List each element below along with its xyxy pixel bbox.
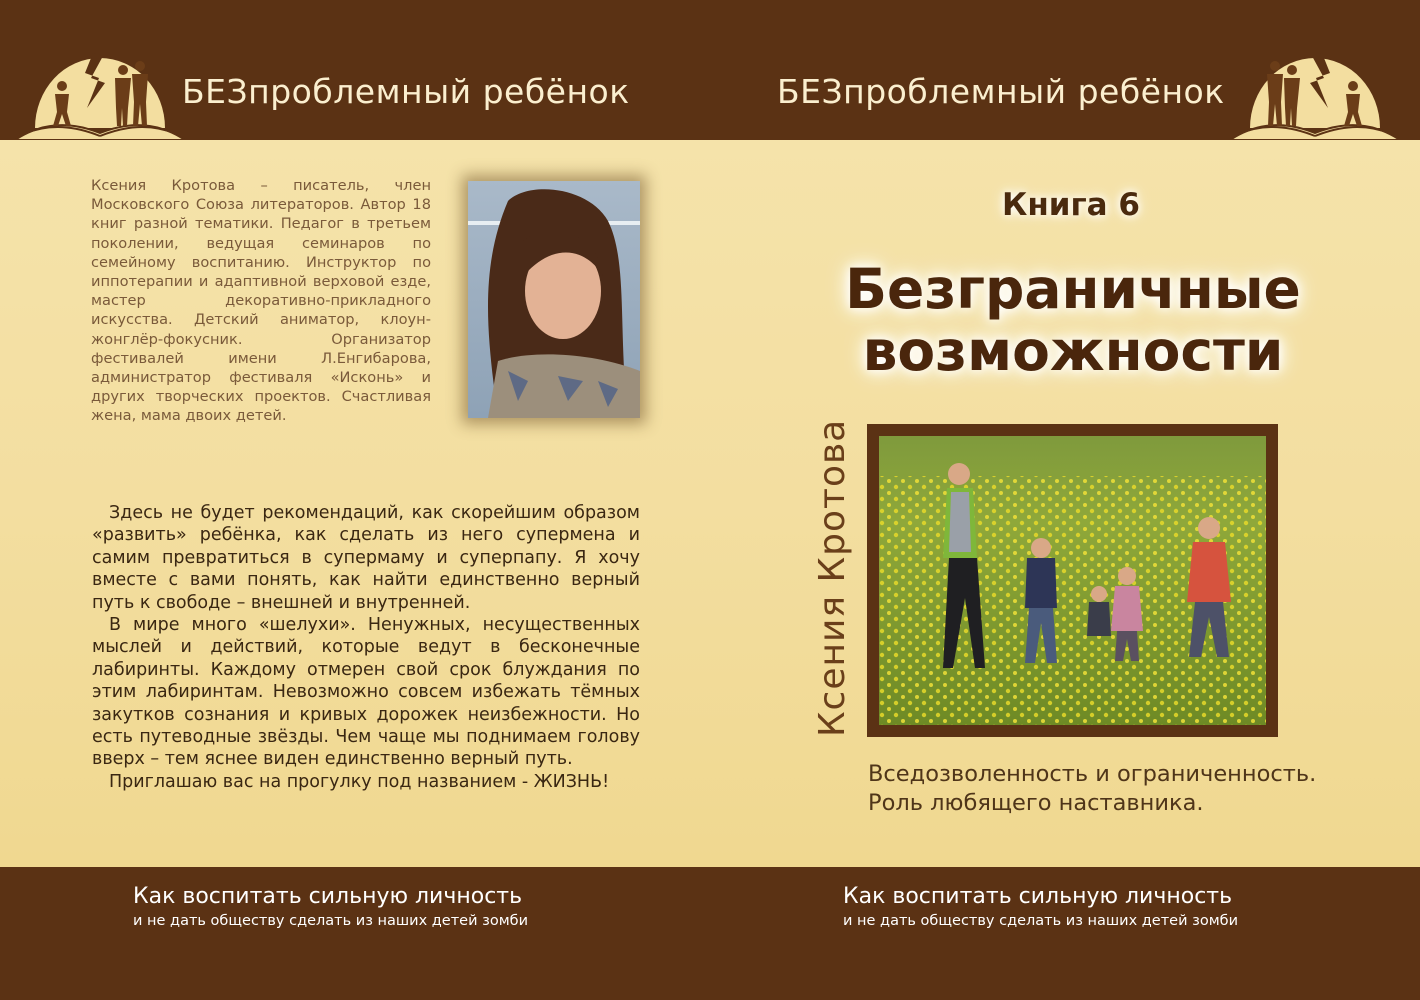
family-logo-icon (15, 28, 185, 140)
tagline-main: Как воспитать сильную личность (843, 884, 1233, 909)
tagline-main: Как воспитать сильную личность (133, 884, 523, 909)
book-number: Книга 6 (1002, 187, 1140, 223)
series-title: БЕЗпроблемный ребёнок (182, 72, 630, 111)
author-photo (468, 181, 640, 418)
blurb-paragraph: Приглашаю вас на прогулку под названием - ЖИЗНЬ! (109, 771, 610, 792)
book-title (828, 258, 1318, 382)
back-cover-blurb (92, 502, 640, 793)
subtitle-line: Роль любящего наставника. (868, 790, 1204, 816)
cover-photo (867, 424, 1278, 737)
tagline-sub: и не дать обществу сделать из наших детей зомби (843, 913, 1238, 929)
book-title-line: возможности (862, 319, 1284, 383)
author-bio: Ксения Кротова – писатель, член Московского Союза литераторов. Автор 18 книг разной тематики. Педагог в третьем поколении, ведущая семинаров по семейному воспитанию. Инструктор по иппотерапии и адаптивной верховой езде, мастер декоративно-прикладного искусства. Детский аниматор, клоун-жонглёр-фокусник. Организатор фестивалей имени Л.Енгибарова, администратор фестиваля «Исконь» и других творческих проектов. Счастливая жена, мама двоих детей. (91, 177, 431, 425)
family-logo-icon (1230, 28, 1400, 140)
book-subtitle (868, 760, 1316, 818)
family-meadow-image (879, 436, 1266, 725)
series-title: БЕЗпроблемный ребёнок (777, 72, 1225, 111)
tagline-sub: и не дать обществу сделать из наших детей зомби (133, 913, 528, 929)
subtitle-line: Вседозволенность и ограниченность. (868, 761, 1317, 787)
author-name-vertical: Ксения Кротова (812, 418, 853, 737)
blurb-paragraph: Здесь не будет рекомендаций, как скорейшим образом «развить» ребёнка, как сделать из него супермена и самим превратиться в супермаму и суперпапу. Я хочу вместе с вами понять, как найти единственно верный путь к свободе – внешней и внутренней. (92, 503, 640, 613)
author-photo-image (468, 181, 640, 418)
book-title-line: Безграничные (845, 257, 1301, 321)
blurb-paragraph: В мире много «шелухи». Ненужных, несущественных мыслей и действий, которые ведут в бесконечные лабиринты. Каждому отмерен свой срок блуждания по этим лабиринтам. Невозможно совсем избежать тёмных закутков сознания и кривых дорожек неизбежности. Но есть путеводные звёзды. Чем чаще мы поднимаем голову вверх – тем яснее виден единственно верный путь. (92, 615, 640, 770)
top-band (0, 0, 1420, 140)
